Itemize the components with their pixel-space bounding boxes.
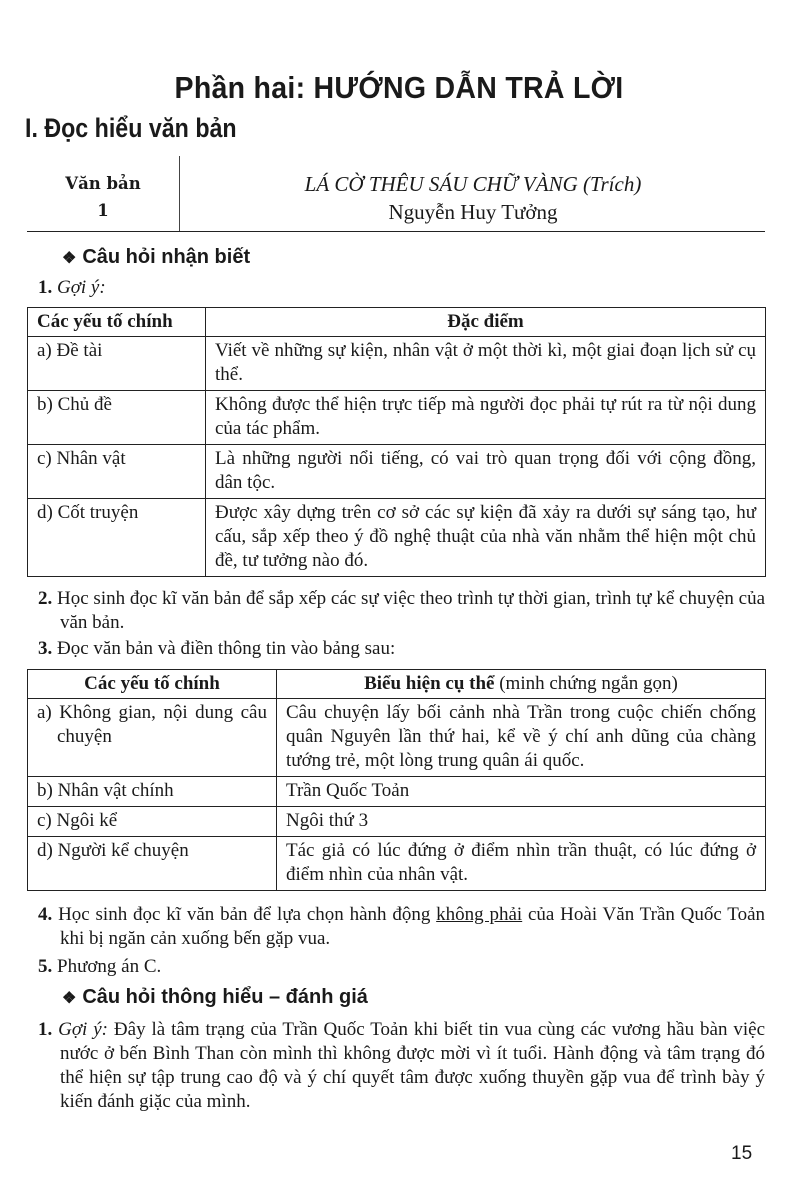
question-3 — [38, 637, 765, 661]
recognition-heading-text: Câu hỏi nhận biết — [82, 246, 251, 268]
work-note: (Trích) — [583, 172, 642, 196]
table-header-row — [28, 308, 766, 337]
work-title-line — [181, 170, 765, 198]
header-note-text: (minh chứng ngắn gọn) — [499, 673, 678, 694]
text-info-block — [27, 156, 765, 232]
work-author: Nguyễn Huy Tưởng — [388, 200, 558, 224]
question-text: Phương án C. — [57, 956, 162, 977]
table-cell-element: d) Người kể chuyện — [28, 837, 277, 891]
table-cell-element: a) Đề tài — [28, 337, 206, 391]
text-label-number: 1 — [97, 201, 109, 220]
table-row — [28, 837, 766, 891]
page-number: 15 — [731, 1143, 753, 1164]
table-cell-element: a) Không gian, nội dung câu chuyện — [28, 699, 277, 777]
underlined-emphasis: không phải — [436, 904, 523, 925]
comprehension-heading-text: Câu hỏi thông hiểu – đánh giá — [82, 986, 368, 1008]
table-cell-description: Được xây dựng trên cơ sở các sự kiện đã xảy ra dưới sự sáng tạo, hư cấu, sắp xếp theo ý đồ nghệ thuật của nhà văn nhằm thể hiện một chủ đề, tư tưởng nào đó. — [206, 499, 766, 577]
table-row — [28, 499, 766, 577]
comprehension-heading — [62, 986, 368, 1009]
table-cell-element: d) Cốt truyện — [28, 499, 206, 577]
question-1-label — [38, 276, 765, 300]
table-cell-element: b) Chủ đề — [28, 391, 206, 445]
table-row — [28, 337, 766, 391]
diamond-bullet-icon: ❖ — [62, 250, 77, 267]
diamond-bullet-icon: ❖ — [62, 990, 77, 1007]
table-header-cell: Các yếu tố chính — [28, 308, 206, 337]
table-cell-element: c) Ngôi kể — [28, 807, 277, 837]
question-number: 2. — [38, 588, 53, 609]
question-text: Đọc văn bản và điền thông tin vào bảng sau: — [57, 638, 396, 659]
table-cell-description: Viết về những sự kiện, nhân vật ở một thời kì, một giai đoạn lịch sử cụ thể. — [206, 337, 766, 391]
table-header-row — [28, 670, 766, 699]
text-label-word: Văn bản — [65, 174, 141, 193]
table-cell-description: Trần Quốc Toản — [277, 777, 766, 807]
table-row — [28, 699, 766, 777]
table-cell-description: Ngôi thứ 3 — [277, 807, 766, 837]
table-row — [28, 391, 766, 445]
hint-label: Gợi ý: — [57, 277, 106, 298]
header-bold-text: Biểu hiện cụ thể — [364, 673, 495, 694]
question-4 — [38, 903, 765, 951]
elements-table-1 — [27, 307, 766, 577]
section-title: I. Đọc hiểu văn bản — [25, 113, 237, 143]
elements-table-2 — [27, 669, 766, 891]
table-cell-description: Không được thể hiện trực tiếp mà người đọc phải tự rút ra từ nội dung của tác phẩm. — [206, 391, 766, 445]
table-row — [28, 445, 766, 499]
question-number: 4. — [38, 904, 53, 925]
table-cell-element: c) Nhân vật — [28, 445, 206, 499]
table-cell-element: b) Nhân vật chính — [28, 777, 277, 807]
question-number: 1. — [38, 1019, 53, 1040]
table-cell-description: Tác giả có lúc đứng ở điểm nhìn trần thuật, có lúc đứng ở điểm nhìn của nhân vật. — [277, 837, 766, 891]
recognition-heading — [62, 246, 250, 269]
question-5 — [38, 955, 765, 979]
table-header-cell: Các yếu tố chính — [28, 670, 277, 699]
question-text-before: Học sinh đọc kĩ văn bản để lựa chọn hành động — [58, 904, 437, 925]
question-text: Đây là tâm trạng của Trần Quốc Toản khi biết tin vua cùng các vương hầu bàn việc nước ở bến Bình Than còn mình thì không được mời vì ít tuổi. Hành động và tâm trạng đó thể hiện sự tập trung cao độ và ý chí quyết tâm được xuống thuyền gặp vua để trình bày ý kiến đánh giặc của mình. — [60, 1019, 766, 1112]
work-title: LÁ CỜ THÊU SÁU CHỮ VÀNG — [304, 172, 578, 196]
comprehension-question-1 — [38, 1018, 765, 1114]
table-cell-description: Câu chuyện lấy bối cảnh nhà Trần trong cuộc chiến chống quân Nguyên lần thứ hai, kể về ý chí anh dũng của chàng tướng trẻ, một lòng trung quân ái quốc. — [277, 699, 766, 777]
question-number: 1. — [38, 277, 53, 298]
table-row — [28, 777, 766, 807]
question-number: 3. — [38, 638, 53, 659]
text-label — [27, 156, 180, 231]
part-title: Phần hai: HƯỚNG DẪN TRẢ LỜI — [174, 70, 624, 105]
hint-label: Gợi ý: — [58, 1019, 108, 1040]
table-cell-description: Là những người nổi tiếng, có vai trò quan trọng đối với cộng đồng, dân tộc. — [206, 445, 766, 499]
question-text: Học sinh đọc kĩ văn bản để sắp xếp các sự việc theo trình tự thời gian, trình tự kể chuyện của văn bản. — [57, 588, 766, 633]
question-number: 5. — [38, 956, 53, 977]
table-row — [28, 807, 766, 837]
question-text-after: của Hoài Văn Trần Quốc Toản khi bị ngăn cản xuống bến gặp vua. — [60, 904, 766, 949]
table-header-cell: Đặc điểm — [206, 308, 766, 337]
text-info — [181, 156, 765, 231]
question-2 — [38, 587, 765, 635]
table-header-cell — [277, 670, 766, 699]
